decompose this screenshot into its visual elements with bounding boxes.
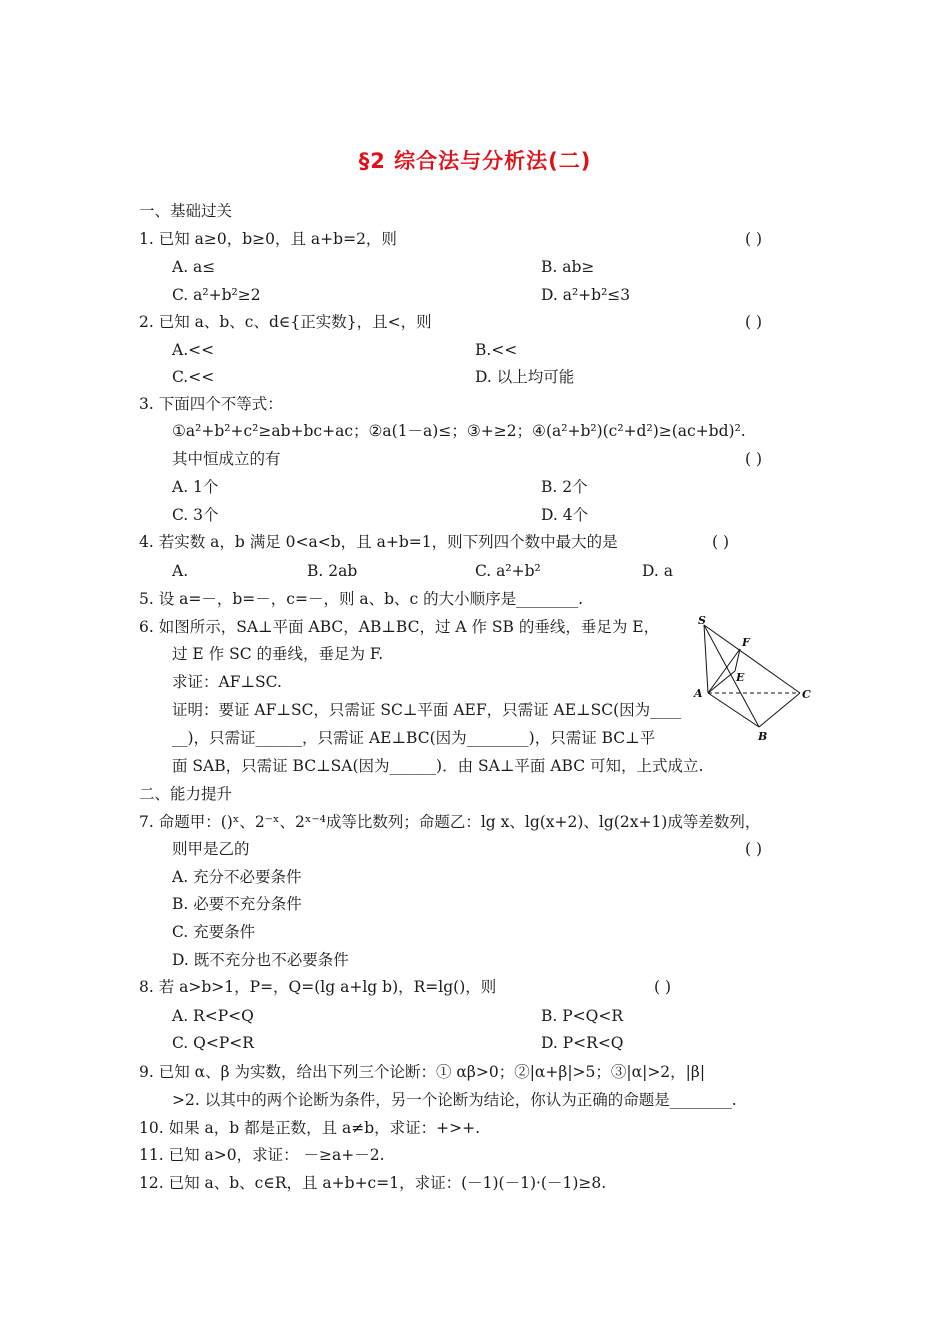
q7-option-b: B. 必要不充分条件 <box>172 895 302 913</box>
question-7-line-2: 则甲是乙的 <box>172 840 250 858</box>
q8-option-d: D. P<R<Q <box>541 1034 624 1052</box>
q4-option-b: B. 2ab <box>307 562 358 580</box>
q8-option-a: A. R<P<Q <box>172 1007 254 1025</box>
vertex-label-S: S <box>698 614 706 627</box>
answer-blank: ( ) <box>654 978 672 996</box>
answer-blank: ( ) <box>745 313 763 331</box>
edge-SB <box>704 625 759 727</box>
question-3-prompt: 其中恒成立的有 <box>172 450 281 468</box>
vertex-label-F: F <box>742 636 750 649</box>
question-11-stem: 11. 已知 a>0，求证： －≥a+－2. <box>139 1146 385 1164</box>
q4-option-d: D. a <box>642 562 673 580</box>
vertex-label-B: B <box>758 730 768 743</box>
question-12-stem: 12. 已知 a、b、c∈R，且 a+b+c=1，求证：(－1)(－1)·(－1)≥8. <box>139 1174 607 1192</box>
q2-option-d: D. 以上均可能 <box>475 368 575 386</box>
q3-option-a: A. 1个 <box>172 478 219 496</box>
section-heading-basic: 一、基础过关 <box>139 202 233 220</box>
edge-SA <box>704 625 708 693</box>
vertex-label-A: A <box>694 687 703 700</box>
page-title: §2 综合法与分析法(二) <box>358 149 592 173</box>
pyramid-diagram <box>690 614 816 744</box>
q2-option-b: B.<< <box>475 341 518 359</box>
edge-AB <box>708 693 759 727</box>
question-3-stem: 3. 下面四个不等式： <box>139 395 283 413</box>
question-6-line-3: 求证：AF⊥SC. <box>172 673 282 691</box>
question-6-line-5: __)，只需证______，只需证 AE⊥BC(因为________)，只需证 BC⊥平 <box>172 729 656 747</box>
q2-option-c: C.<< <box>172 368 215 386</box>
q1-option-d: D. a²+b²≤3 <box>541 286 631 304</box>
answer-blank: ( ) <box>745 450 763 468</box>
q4-option-c: C. a²+b² <box>475 562 541 580</box>
q1-option-a: A. a≤ <box>172 258 216 276</box>
q8-option-c: C. Q<P<R <box>172 1034 254 1052</box>
question-7-line-1: 7. 命题甲：()ˣ、2⁻ˣ、2ˣ⁻⁴成等比数列；命题乙：lg x、lg(x+2)、lg(2x+1)成等差数列， <box>139 813 761 831</box>
q3-option-b: B. 2个 <box>541 478 588 496</box>
edge-SC <box>704 625 800 693</box>
q7-option-d: D. 既不充分也不必要条件 <box>172 951 349 969</box>
section-heading-advanced: 二、能力提升 <box>139 785 233 803</box>
answer-blank: ( ) <box>745 840 763 858</box>
point-label-E: E <box>736 671 745 684</box>
q1-option-c: C. a²+b²≥2 <box>172 286 261 304</box>
question-10-stem: 10. 如果 a，b 都是正数，且 a≠b，求证：+>+. <box>139 1119 481 1137</box>
vertex-label-C: C <box>802 688 811 701</box>
question-6-line-2: 过 E 作 SC 的垂线，垂足为 F. <box>172 645 384 663</box>
q7-option-a: A. 充分不必要条件 <box>172 868 302 886</box>
question-6-line-4: 证明：要证 AF⊥SC，只需证 SC⊥平面 AEF，只需证 AE⊥SC(因为____ <box>172 701 682 719</box>
answer-blank: ( ) <box>745 230 763 248</box>
question-9-line-2: >2. 以其中的两个论断为条件，另一个论断为结论，你认为正确的命题是________. <box>172 1091 737 1109</box>
q2-option-a: A.<< <box>172 341 215 359</box>
q7-option-c: C. 充要条件 <box>172 923 256 941</box>
q8-option-b: B. P<Q<R <box>541 1007 624 1025</box>
question-1-stem: 1. 已知 a≥0，b≥0，且 a+b=2，则 <box>139 230 397 248</box>
question-6-line-1: 6. 如图所示，SA⊥平面 ABC，AB⊥BC，过 A 作 SB 的垂线，垂足为 E， <box>139 618 660 636</box>
question-5-stem: 5. 设 a=－，b=－，c=－，则 a、b、c 的大小顺序是________. <box>139 590 584 608</box>
answer-blank: ( ) <box>712 533 730 551</box>
q3-option-c: C. 3个 <box>172 506 219 524</box>
question-3-inequalities: ①a²+b²+c²≥ab+bc+ac；②a(1－a)≤；③+≥2；④(a²+b²)(c²+d²)≥(ac+bd)². <box>172 422 746 440</box>
question-6-line-6: 面 SAB，只需证 BC⊥SA(因为______)．由 SA⊥平面 ABC 可知，上式成立. <box>172 757 704 775</box>
pyramid-figure <box>690 614 816 744</box>
edge-BC <box>759 693 800 727</box>
question-2-stem: 2. 已知 a、b、c、d∈{正实数}，且<，则 <box>139 313 432 331</box>
q1-option-b: B. ab≥ <box>541 258 595 276</box>
question-8-stem: 8. 若 a>b>1，P=，Q=(lg a+lg b)，R=lg()，则 <box>139 978 497 996</box>
question-4-stem: 4. 若实数 a，b 满足 0<a<b，且 a+b=1，则下列四个数中最大的是 <box>139 533 618 551</box>
question-9-line-1: 9. 已知 α、β 为实数，给出下列三个论断：① αβ>0；②|α+β|>5；③|α|>2，|β| <box>139 1063 706 1081</box>
q4-option-a: A. <box>172 562 189 580</box>
q3-option-d: D. 4个 <box>541 506 589 524</box>
